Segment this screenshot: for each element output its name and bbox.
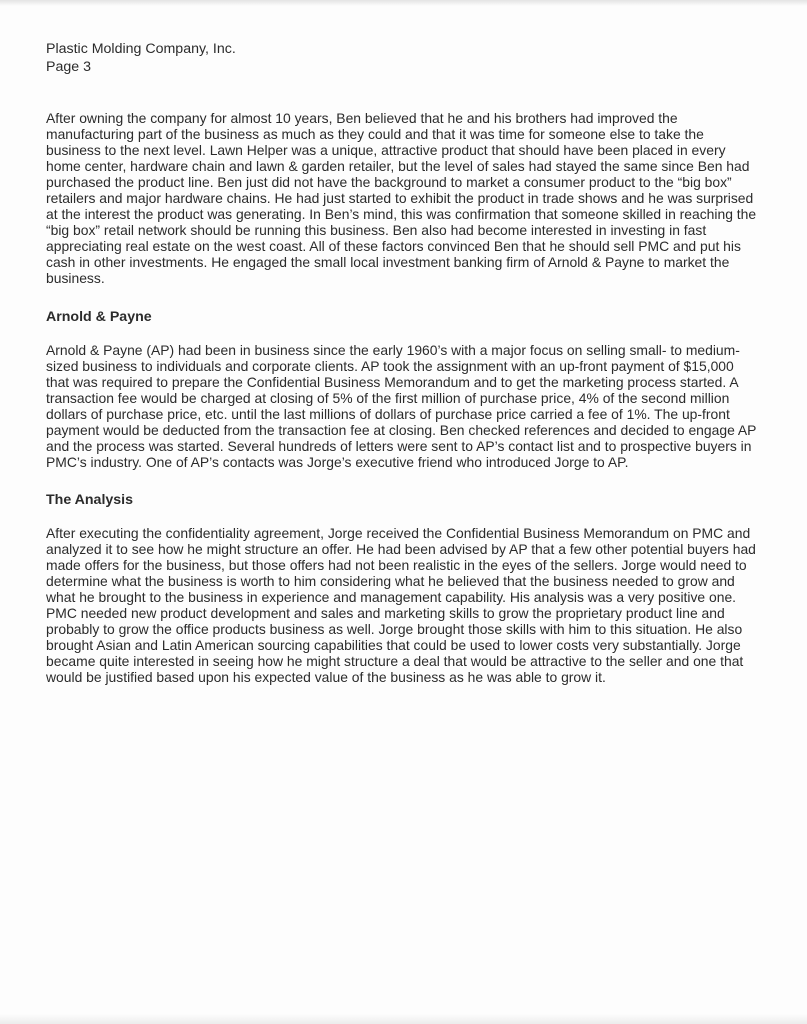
document-body [46, 110, 758, 685]
scan-edge-top [0, 0, 807, 6]
analysis-paragraph: After executing the confidentiality agreement, Jorge received the Confidential Business Memorandum on PMC and analyzed it to see how he might structure an offer. He had been advised by AP that a few other potential buyers had made offers for the business, but those offers had not been realistic in the eyes of the sellers. Jorge would need to determine what the business is worth to him considering what he believed that the business needed to grow and what he brought to the business in experience and management capability. His analysis was a very positive one. PMC needed new product development and sales and marketing skills to grow the proprietary product line and probably to grow the office products business as well. Jorge brought those skills with him to this situation. He also brought Asian and Latin American sourcing capabilities that could be used to lower costs very substantially. Jorge became quite interested in seeing how he might structure a deal that would be attractive to the seller and one that would be justified based upon his expected value of the business as he was able to grow it. [46, 524, 756, 686]
intro-paragraph: After owning the company for almost 10 years, Ben believed that he and his brothers had improved the manufacturing part of the business as much as they could and that it was time for someone else to take the business to the next level. Lawn Helper was a unique, attractive product that should have been placed in every home center, hardware chain and lawn & garden retailer, but the level of sales had stayed the same since Ben had purchased the product line. Ben just did not have the background to market a consumer product to the “big box” retailers and major hardware chains. He had just started to exhibit the product in trade shows and he was surprised at the interest the product was generating. In Ben’s mind, this was confirmation that someone skilled in reaching the “big box” retail network should be running this business. Ben also had become interested in investing in fast appreciating real estate on the west coast. All of these factors convinced Ben that he should sell PMC and put his cash in other investments. He engaged the small local investment banking firm of Arnold & Payne to market the business. [46, 110, 757, 287]
company-name: Plastic Molding Company, Inc. [46, 41, 236, 57]
scan-edge-bottom [0, 1014, 807, 1024]
section-heading-analysis: The Analysis [46, 491, 133, 508]
page-header [46, 40, 236, 76]
arnold-payne-paragraph: Arnold & Payne (AP) had been in business since the early 1960’s with a major focus on selling small- to medium-sized business to individuals and corporate clients. AP took the assignment with an up-front payment of $15,000 that was required to prepare the Confidential Business Memorandum and to get the marketing process started. A transaction fee would be charged at closing of 5% of the first million of purchase price, 4% of the second million dollars of purchase price, etc. until the last millions of dollars of purchase price carried a fee of 1%. The up-front payment would be deducted from the transaction fee at closing. Ben checked references and decided to engage AP and the process was started. Several hundreds of letters were sent to AP’s contact list and to prospective buyers in PMC’s industry. One of AP’s contacts was Jorge’s executive friend who introduced Jorge to AP. [46, 341, 757, 470]
section-heading-arnold-payne: Arnold & Payne [46, 308, 152, 325]
page-number: Page 3 [46, 59, 91, 75]
